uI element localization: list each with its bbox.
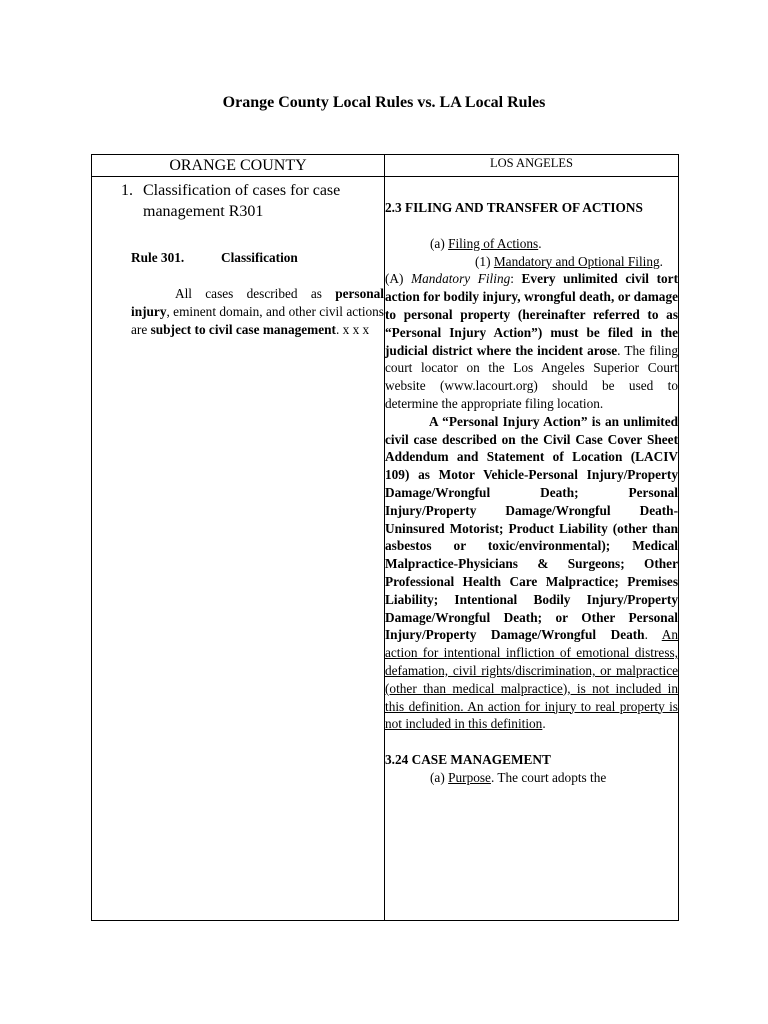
la-mandatory-filing-paragraph [385, 270, 678, 412]
oc-para-bold-1: personal injury [131, 286, 384, 319]
oc-para-text-1: All cases described as [175, 286, 336, 301]
la-para-b-underlined: An action for intentional infliction of emotional distress, defamation, civil rights/discrimination, or malpractice (other than medical malpractice), is not included in this definition. An action for injury to real property is not included in this definition [385, 627, 678, 732]
la-sub2-a-prefix: (a) [430, 769, 449, 785]
table-header-row [92, 155, 679, 177]
la-section2-heading: 3.24 CASE MANAGEMENT [385, 752, 551, 768]
la-para-a-italic: Mandatory Filing [411, 271, 511, 287]
la-personal-injury-definition [385, 413, 678, 733]
oc-para-text-2: , eminent domain, and other civil actions are [131, 304, 384, 337]
la-para-b-end: . [542, 716, 546, 732]
oc-item-number: 1. [121, 182, 133, 199]
la-para-b-dot: . [644, 627, 662, 643]
la-para-a-prefix: (A) [385, 271, 412, 287]
la-para-a-colon: : [510, 271, 522, 287]
orange-county-cell [92, 177, 385, 921]
oc-para-bold-2: subject to civil case management [150, 322, 336, 337]
table-row [92, 177, 679, 921]
la-sub-1-prefix: (1) [475, 253, 494, 269]
oc-rule-title: Classification [221, 250, 298, 265]
oc-para-text-3: . x x x [335, 322, 370, 337]
la-sub-a-suffix: . [538, 235, 542, 251]
oc-rule-heading [131, 250, 384, 266]
la-sub-a-prefix: (a) [430, 235, 449, 251]
la-subsection-1 [385, 253, 678, 271]
oc-rule-paragraph [131, 285, 384, 339]
comparison-table [91, 154, 679, 921]
la-sub2-a-title: Purpose [448, 769, 491, 785]
los-angeles-header: LOS ANGELES [385, 155, 679, 177]
la-sub-a-title: Filing of Actions [448, 235, 539, 251]
oc-rule-number: Rule 301. [131, 250, 185, 265]
la-section-heading: 2.3 FILING AND TRANSFER OF ACTIONS [385, 200, 643, 215]
la-sub-1-suffix: . [659, 253, 663, 269]
la-subsection-a [385, 235, 678, 253]
la-para-a-bold: Every unlimited civil tort action for bodily injury, wrongful death, or damage to personal property (hereinafter referred to as “Personal Injury Action”) must be filed in the judicial district where the incident arose [385, 271, 678, 358]
document-title: Orange County Local Rules vs. LA Local Rules [222, 94, 546, 111]
oc-list-item [92, 180, 384, 222]
la-section2-sub-a [385, 769, 678, 787]
los-angeles-cell [385, 177, 679, 921]
la-para-b-bold: A “Personal Injury Action” is an unlimited civil case described on the Civil Case Cover Sheet Addendum and Statement of Location (LACIV 109) as Motor Vehicle-Personal Injury/Property Damage/Wrongful Death; Personal Injury/Property Damage/Wrongful Death-Uninsured Motorist; Product Liability (other than asbestos or toxic/environmental); Medical Malpractice-Physicians & Surgeons; Other Professional Health Care Malpractice; Premises Liability; Intentional Bodily Injury/Property Damage/Wrongful Death; or Other Personal Injury/Property Damage/Wrongful Death [385, 413, 678, 643]
oc-item-text: Classification of cases for case management R301 [143, 182, 341, 220]
orange-county-header: ORANGE COUNTY [92, 155, 385, 177]
la-para-a-rest: . The filing court locator on the Los Angeles Superior Court website (www.lacourt.org) should be used to determine the appropriate filing location. [385, 342, 679, 411]
la-sub-1-title: Mandatory and Optional Filing [493, 253, 660, 269]
la-sub2-a-rest: . The court adopts the [490, 769, 607, 785]
